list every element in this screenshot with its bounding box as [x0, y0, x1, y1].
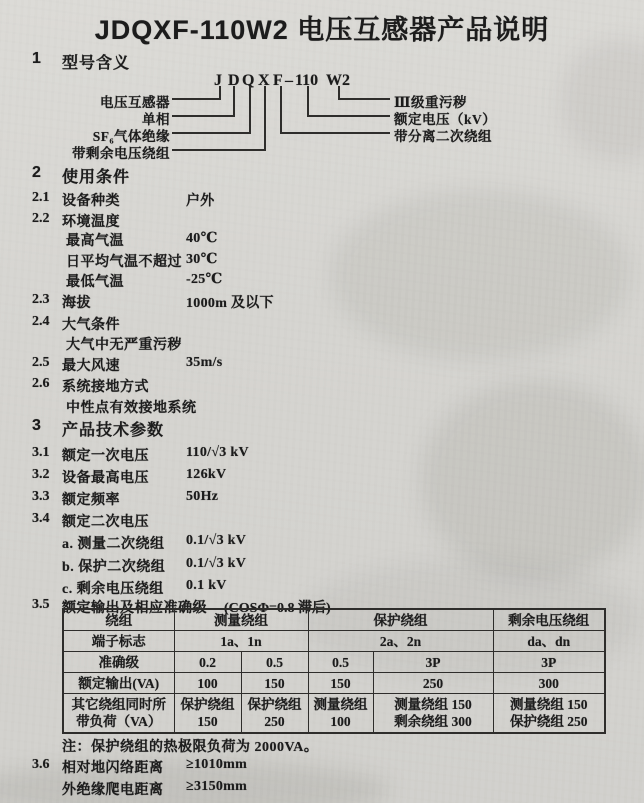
item-value: 30℃ — [186, 252, 218, 267]
table-cell: 3P — [373, 652, 493, 673]
item-value: 50Hz — [186, 489, 219, 504]
scan-blotch — [420, 380, 644, 580]
cell-line: 测量绕组 150 — [394, 697, 472, 712]
cell-line: 测量绕组 150 — [509, 697, 588, 712]
table-cell: 绕组 — [63, 609, 174, 631]
table-row — [63, 694, 605, 734]
item-number: 3.2 — [32, 467, 50, 482]
ratings-table — [62, 608, 606, 734]
item-number: 2.3 — [32, 292, 50, 307]
item-label: 设备最高电压 — [62, 471, 149, 486]
item-value: 0.1 kV — [186, 578, 227, 593]
section-number: 3 — [32, 417, 42, 434]
table-cell: 剩余电压绕组 — [493, 609, 605, 631]
cell-line: 带负荷（VA） — [76, 714, 162, 729]
item-number: 2.1 — [32, 190, 50, 205]
table-cell: 0.5 — [241, 652, 308, 673]
model-code-letter-q: Q — [242, 72, 255, 89]
item-label: 额定二次电压 — [62, 515, 149, 530]
table-row — [63, 652, 605, 673]
table-cell: 测量绕组 — [174, 609, 308, 631]
item-label: 外绝缘爬电距离 — [62, 783, 164, 798]
item-value: 110/√3 kV — [186, 445, 249, 460]
scan-blotch — [560, 40, 644, 160]
table-cell: 3P — [493, 652, 605, 673]
table-cell: 准确级 — [63, 652, 174, 673]
model-label-sf6-insulation: SF₆气体绝缘 — [92, 129, 170, 144]
table-row — [63, 631, 605, 652]
section-title: 使用条件 — [62, 169, 131, 186]
section-title: 产品技术参数 — [62, 422, 165, 439]
page-title: JDQXF-110W2 电压互感器产品说明 — [94, 15, 550, 45]
section-number: 1 — [32, 50, 42, 67]
item-value: 35m/s — [186, 355, 223, 370]
table-cell: 250 — [373, 673, 493, 694]
table-cell: 300 — [493, 673, 605, 694]
model-label-residual-winding: 带剩余电压绕组 — [72, 146, 170, 161]
item-label: 海拔 — [62, 296, 91, 311]
model-code-dash: – — [285, 72, 293, 89]
model-code-suffix: W2 — [326, 72, 350, 89]
cell-line: 剩余绕组 300 — [394, 714, 472, 729]
item-label: 额定输出及相应准确级 — [62, 601, 207, 616]
item-number: 3.1 — [32, 445, 50, 460]
item-label: 最高气温 — [66, 234, 124, 249]
model-code-letter-f: F — [273, 72, 283, 89]
item-number: 3.5 — [32, 597, 50, 612]
item-value: ≥3150mm — [186, 779, 248, 794]
item-label: b. 保护二次绕组 — [62, 560, 166, 575]
section-number: 2 — [32, 164, 42, 181]
item-value: 126kV — [186, 467, 227, 482]
model-label-voltage-transformer: 电压互感器 — [100, 95, 170, 110]
item-value: 0.1/√3 kV — [186, 556, 247, 571]
note-text: 注：保护绕组的热极限负荷为 2000VA。 — [62, 740, 319, 755]
table-cell: 0.5 — [308, 652, 373, 673]
item-label: 大气中无严重污秽 — [66, 338, 182, 353]
table-cell: 端子标志 — [63, 631, 174, 652]
item-label: a. 测量二次绕组 — [62, 537, 165, 552]
table-cell: 0.2 — [174, 652, 241, 673]
table-cell: 150 — [308, 673, 373, 694]
table-cell: 额定输出(VA) — [63, 673, 174, 694]
cell-line: 保护绕组 250 — [509, 714, 588, 729]
item-value: -25℃ — [186, 272, 223, 287]
item-value: 户外 — [186, 194, 215, 209]
table-cell: da、dn — [493, 631, 605, 652]
cell-line: 保护绕组 — [180, 697, 235, 712]
item-label-suffix: (COSΦ=0.8 滞后) — [224, 601, 331, 616]
table-cell: 150 — [241, 673, 308, 694]
item-label: 中性点有效接地系统 — [66, 401, 197, 416]
cell-line: 100 — [330, 714, 351, 729]
scan-blotch — [330, 190, 630, 360]
item-label: 额定一次电压 — [62, 449, 149, 464]
item-number: 2.6 — [32, 376, 50, 391]
item-number: 2.2 — [32, 211, 50, 226]
cell-line: 250 — [264, 714, 285, 729]
item-value: 40℃ — [186, 231, 218, 246]
model-label-separate-secondary: 带分离二次绕组 — [394, 129, 492, 144]
item-label: 最低气温 — [66, 275, 124, 290]
model-label-single-phase: 单相 — [142, 112, 170, 127]
item-label: 最大风速 — [62, 359, 120, 374]
table-cell — [493, 694, 605, 734]
item-label: 额定频率 — [62, 493, 120, 508]
item-label: 相对地闪络距离 — [62, 761, 164, 776]
cell-line: 150 — [197, 714, 218, 729]
table-cell — [373, 694, 493, 734]
item-label: 环境温度 — [62, 215, 120, 230]
table-cell: 1a、1n — [174, 631, 308, 652]
item-number: 2.5 — [32, 355, 50, 370]
table-cell: 2a、2n — [308, 631, 493, 652]
model-label-rated-voltage: 额定电压（kV） — [394, 112, 497, 127]
item-label: 系统接地方式 — [62, 380, 149, 395]
connector-line-f — [280, 86, 390, 134]
item-label: 大气条件 — [62, 318, 120, 333]
cell-line: 其它绕组同时所 — [71, 697, 166, 712]
table-cell: 保护绕组 — [308, 609, 493, 631]
model-code-letter-x: X — [258, 72, 270, 89]
table-cell — [174, 694, 241, 734]
item-number: 3.6 — [32, 757, 50, 772]
item-label: 日平均气温不超过 — [66, 255, 182, 270]
section-title: 型号含义 — [62, 55, 131, 72]
model-code-letter-j: J — [214, 72, 222, 89]
item-value: ≥1010mm — [186, 757, 248, 772]
model-label-pollution-class: Ⅲ级重污秽 — [394, 95, 467, 110]
item-number: 3.3 — [32, 489, 50, 504]
table-row — [63, 609, 605, 631]
table-cell: 100 — [174, 673, 241, 694]
cell-line: 保护绕组 — [247, 697, 302, 712]
item-number: 2.4 — [32, 314, 50, 329]
item-value: 0.1/√3 kV — [186, 533, 247, 548]
table-row — [63, 673, 605, 694]
item-number: 3.4 — [32, 511, 50, 526]
table-cell — [63, 694, 174, 734]
table-cell — [241, 694, 308, 734]
item-label: c. 剩余电压绕组 — [62, 582, 164, 597]
item-label: 设备种类 — [62, 194, 120, 209]
item-value: 1000m 及以下 — [186, 296, 274, 311]
model-code-voltage: 110 — [295, 72, 319, 89]
cell-line: 测量绕组 — [313, 697, 368, 712]
table-cell — [308, 694, 373, 734]
connector-line-x — [172, 86, 266, 151]
model-code-letter-d: D — [228, 72, 240, 89]
